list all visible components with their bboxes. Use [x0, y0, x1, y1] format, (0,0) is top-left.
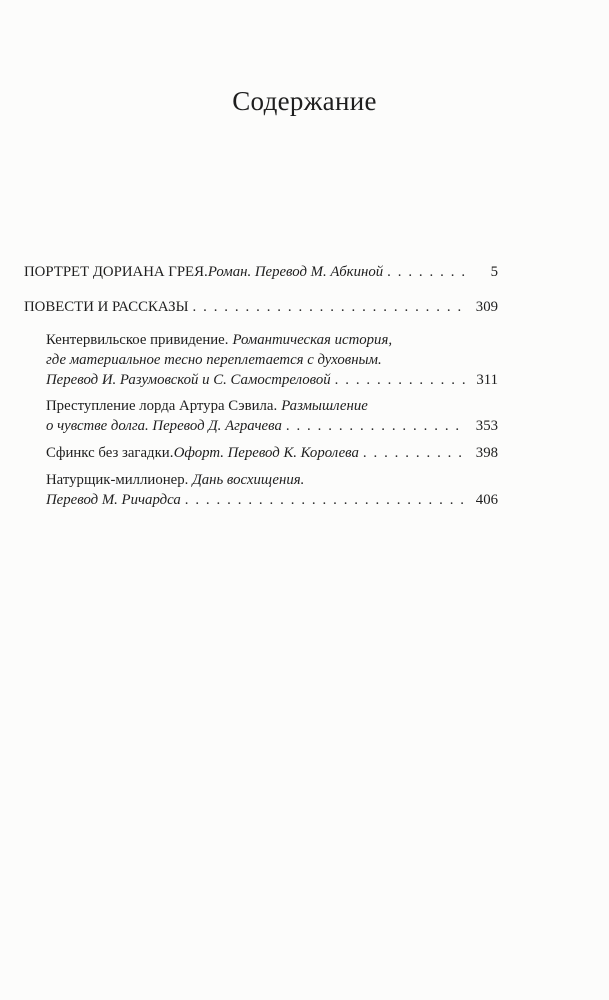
entry-title: Натурщик-миллионер. — [46, 472, 189, 488]
entry-note: Романтическая история, — [232, 332, 393, 348]
page-number: 406 — [475, 492, 498, 508]
entry-note: Размышление — [281, 398, 368, 414]
entry-note: Перевод М. Ричардса — [46, 492, 181, 508]
page-title: Содержание — [232, 86, 377, 116]
entry-note: Офорт. Перевод К. Королева — [173, 445, 359, 461]
leader-dots — [335, 370, 466, 390]
entry-note: о чувстве долга. Перевод Д. Аграчева — [46, 418, 282, 434]
toc-entry-canterville[interactable] — [46, 330, 498, 390]
entry-title: Сфинкс без загадки. — [46, 445, 174, 461]
entry-title: Кентервильское привидение. — [46, 332, 229, 348]
entry-title: Преступление лорда Артура Сэвила. — [46, 398, 278, 414]
leader-dots — [363, 443, 466, 463]
entry-note: Роман. Перевод М. Абкиной — [207, 264, 384, 280]
leader-dots — [193, 297, 467, 317]
toc-entry-model-millionaire[interactable] — [46, 470, 498, 510]
leader-dots — [286, 416, 466, 436]
toc-section-stories[interactable] — [24, 297, 498, 317]
toc-entry-lord-arthur[interactable] — [46, 396, 498, 436]
toc-entry-sphinx[interactable] — [46, 443, 498, 463]
page-number: 311 — [476, 372, 498, 388]
page-number: 5 — [490, 264, 498, 280]
entry-title: ПОРТРЕТ ДОРИАНА ГРЕЯ. — [24, 264, 208, 280]
leader-dots — [185, 490, 466, 510]
page-number: 309 — [475, 299, 498, 315]
page-number: 398 — [475, 445, 498, 461]
entry-note: Перевод И. Разумовской и С. Самостреловой — [46, 372, 331, 388]
entry-note: Дань восхищения. — [192, 472, 305, 488]
page-number: 353 — [475, 418, 498, 434]
section-title: ПОВЕСТИ И РАССКАЗЫ — [24, 299, 189, 315]
toc-entry-dorian-gray[interactable] — [24, 262, 498, 282]
entry-note: где материальное тесно переплетается с духовным. — [46, 352, 382, 368]
leader-dots — [387, 262, 466, 282]
